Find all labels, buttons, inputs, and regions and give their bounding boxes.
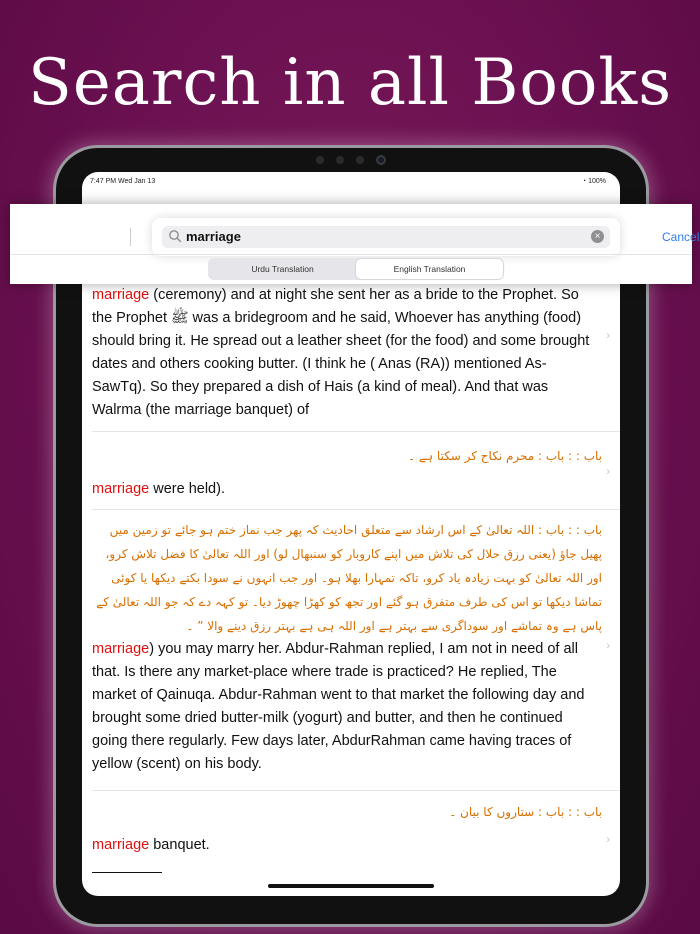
status-time: 7:47 PM Wed Jan 13 [90, 178, 156, 185]
chevron-right-icon: › [606, 466, 610, 478]
chevron-right-icon: › [606, 640, 610, 652]
list-item[interactable] [82, 284, 620, 432]
chevron-right-icon: › [606, 330, 610, 342]
row-divider [92, 790, 620, 791]
row-divider [92, 431, 620, 432]
status-battery [582, 178, 606, 185]
match-highlight: marriage [92, 641, 150, 657]
match-highlight: marriage [92, 837, 150, 853]
camera-lens [376, 155, 386, 165]
search-header [10, 204, 700, 284]
sensor-dot [336, 156, 344, 164]
result-text: banquet. [149, 837, 210, 853]
search-input[interactable] [162, 226, 610, 248]
sensor-dot [316, 156, 324, 164]
match-highlight: marriage [92, 287, 150, 303]
match-highlight: marriage [92, 481, 150, 497]
search-query[interactable]: marriage [186, 229, 241, 244]
list-item[interactable] [82, 436, 620, 512]
status-bar [82, 172, 620, 190]
result-text: ) you may marry her. Abdur-Rahman replied, I am not in need of all that. Is there any market-place where trade is practiced? He replied, The market of Qainuqa. Abdur-Rahman went to that market the following day and brought some dried butter-milk (yogurt) and butter, and then he continued going there regularly. Few days later, AbdurRahman came having traces of yellow (scent) on his body. [92, 641, 585, 772]
result-text: (ceremony) and at night she sent her as a bride to the Prophet. So the Prophet ﷺ was a bridegroom and he said, Whoever has anything (food) should bring it. He spread out a leather sheet (for the food) and some brought dates and others cooking butter. (I think he ( Anas (RA)) mentioned As-SawTq). So they prepared a dish of Hais (a kind of meal). And that was Walrma (the marriage banquet) of [92, 287, 590, 418]
list-item[interactable] [82, 514, 620, 792]
headline: Search in all Books [27, 46, 673, 120]
camera-bar [316, 155, 386, 165]
chevron-right-icon: › [606, 834, 610, 846]
battery-level: 100% [588, 178, 606, 185]
result-urdu: باب : : باب : ستاروں کا بیان ۔ [449, 805, 602, 819]
result-english [92, 284, 597, 422]
search-field-container[interactable] [152, 218, 620, 256]
tab-english-translation[interactable]: English Translation [356, 259, 503, 279]
wifi-icon: ◔ [581, 178, 589, 185]
text-underline [92, 872, 162, 873]
result-urdu: باب : : باب : اللہ تعالیٰ کے اس ارشاد سے متعلق احادیث کہ پھر جب نماز ختم ہو جائے تو زمین میں پھیل جاؤ (یعنی رزق حلال کی تلاش میں اپنے کاروبار کو سنبھال لو) اور اللہ تعالیٰ کا فضل تلاش کرو، اور اللہ تعالیٰ کو بہت زیادہ یاد کرو، تاکہ تمہارا بھلا ہو۔ اور جب انہوں نے سودا بکتے دیکھا یا کوئی تماشا دیکھا تو اس کی طرف متفرق ہو گئے اور تجھ کو کھڑا چھوڑ دیا۔ تو کہہ دے کہ جو اللہ تعالیٰ کے پاس ہے وہ تماشے اور سوداگری سے بہتر ہے اور اللہ ہی ہے بہتر رزق دینے والا ” ۔ [96, 523, 602, 633]
search-icon [168, 229, 182, 243]
row-divider [92, 509, 620, 510]
result-english [92, 638, 597, 776]
header-bottom-line [10, 254, 692, 255]
cancel-button[interactable]: Cancel [662, 230, 700, 244]
sensor-dot [356, 156, 364, 164]
tab-urdu-translation[interactable]: Urdu Translation [251, 264, 314, 274]
result-english [92, 834, 597, 857]
result-urdu: باب : : باب : محرم نکاح کر سکتا ہے ۔ [408, 449, 602, 463]
header-divider [130, 228, 131, 246]
translation-segmented-control[interactable] [208, 258, 504, 280]
list-item[interactable] [82, 792, 620, 892]
home-indicator[interactable] [268, 884, 434, 888]
clear-icon[interactable]: × [591, 230, 604, 243]
results-list[interactable] [82, 284, 620, 896]
result-english [92, 478, 597, 501]
result-text: were held). [149, 481, 225, 497]
